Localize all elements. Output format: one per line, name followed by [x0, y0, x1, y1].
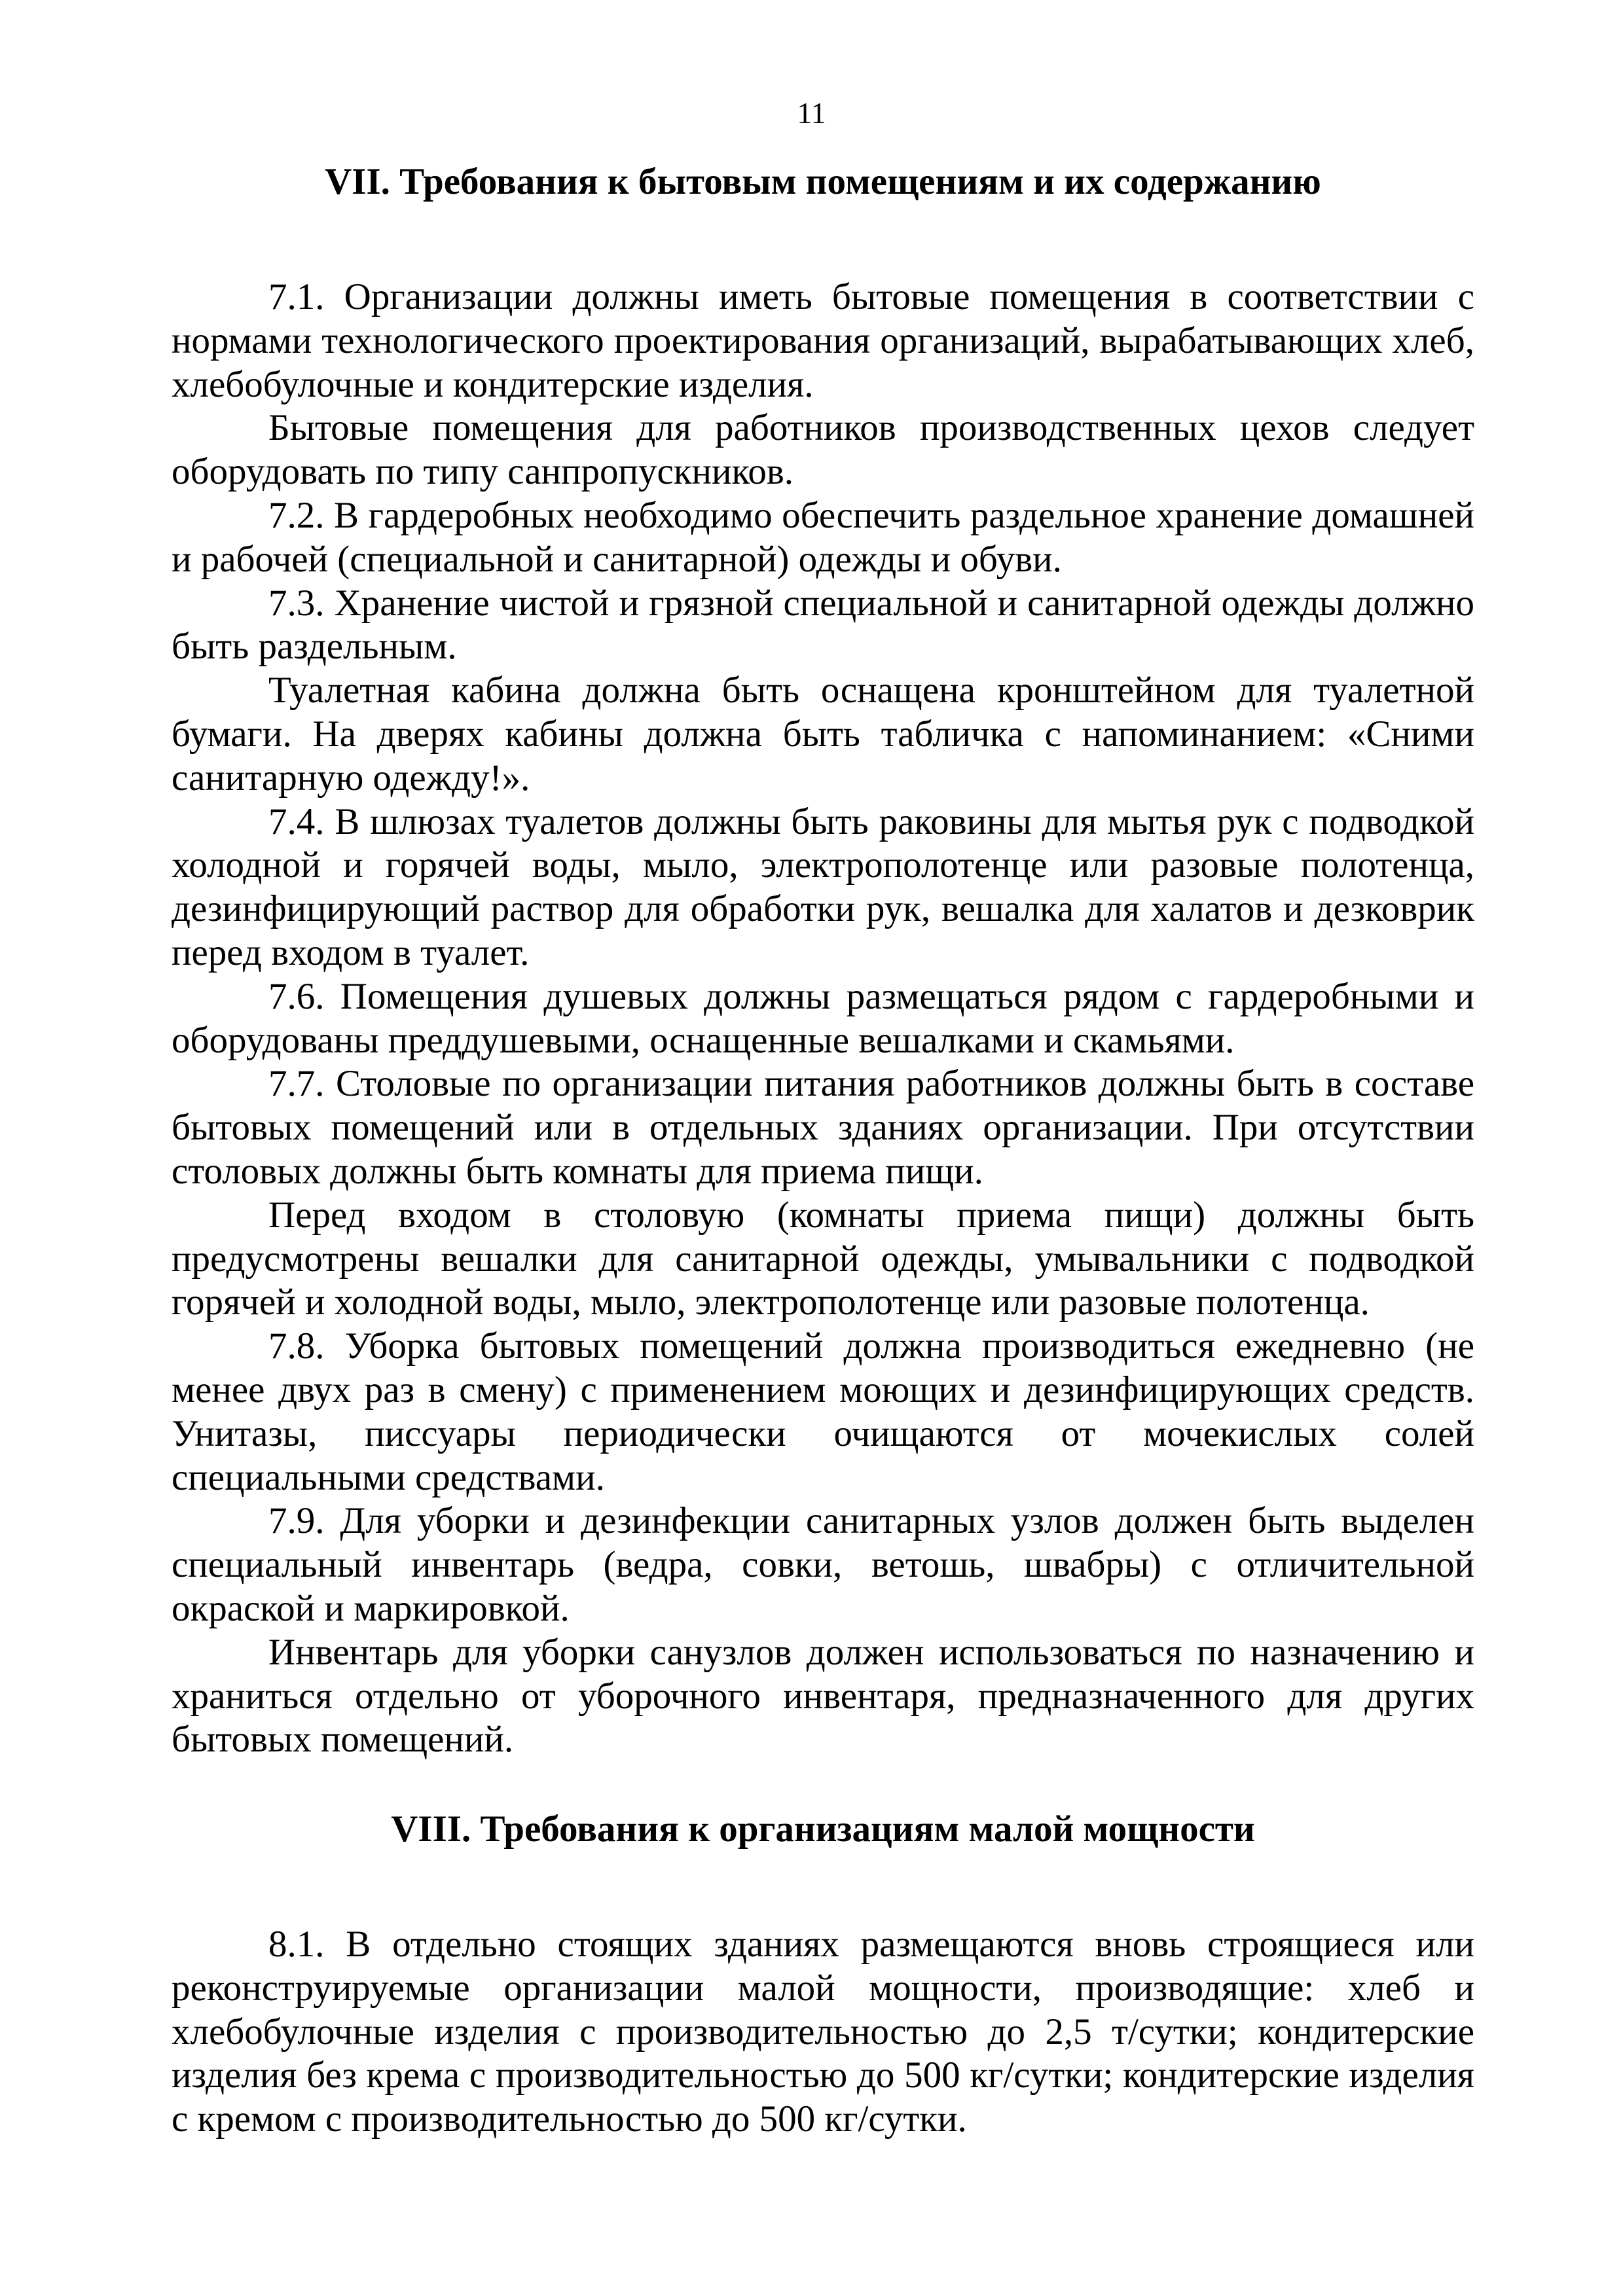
page-content: [172, 160, 1474, 2142]
paragraph-7-7: 7.7. Столовые по организации питания работников должны быть в составе бытовых помещений или в отдельных зданиях организации. При отсутствии столовых должны быть комнаты для приема пищи.: [172, 1063, 1474, 1192]
paragraph-7-3-toilet-cabin: Туалетная кабина должна быть оснащена кронштейном для туалетной бумаги. На дверях кабины должна быть табличка с напоминанием: «Сними санитарную одежду!».: [172, 670, 1474, 798]
paragraph-8-1: 8.1. В отдельно стоящих зданиях размещаются вновь строящиеся или реконструируемые организации малой мощности, производящие: хлеб и хлебобулочные изделия с производительностью до 2,5 т/сутки; кондитерские изделия без крема с производительностью до 500 кг/сутки; кондитерские изделия с кремом с производительностью до 500 кг/сутки.: [172, 1924, 1474, 2140]
paragraph-7-9: 7.9. Для уборки и дезинфекции санитарных узлов должен быть выделен специальный инвентарь (ведра, совки, ветошь, швабры) с отличительной окраской и маркировкой.: [172, 1500, 1474, 1629]
paragraph-7-4: 7.4. В шлюзах туалетов должны быть раковины для мытья рук с подводкой холодной и горячей воды, мыло, электрополотенце или разовые полотенца, дезинфицирующий раствор для обработки рук, вешалка для халатов и дезковрик перед входом в туалет.: [172, 800, 1474, 973]
paragraph-7-3: 7.3. Хранение чистой и грязной специальной и санитарной одежды должно быть раздельным.: [172, 582, 1474, 668]
paragraph-7-9-inventory: Инвентарь для уборки санузлов должен использоваться по назначению и храниться отдельно от уборочного инвентаря, предназначенного для других бытовых помещений.: [172, 1631, 1474, 1761]
paragraph-7-6: 7.6. Помещения душевых должны размещаться рядом с гардеробными и оборудованы преддушевыми, оснащенные вешалками и скамьями.: [172, 975, 1474, 1061]
paragraph-7-2: 7.2. В гардеробных необходимо обеспечить раздельное хранение домашней и рабочей (специальной и санитарной) одежды и обуви.: [172, 494, 1474, 580]
section-7-heading: VII. Требования к бытовым помещениям и их содержанию: [325, 161, 1321, 202]
paragraph-7-7-canteen-entrance: Перед входом в столовую (комнаты приема пищи) должны быть предусмотрены вешалки для санитарной одежды, умывальники с подводкой горячей и холодной воды, мыло, электрополотенце или разовые полотенца.: [172, 1194, 1474, 1323]
paragraph-7-1-sanpropusknik: Бытовые помещения для работников производственных цехов следует оборудовать по типу санпропускников.: [172, 407, 1474, 493]
paragraph-7-8: 7.8. Уборка бытовых помещений должна производиться ежедневно (не менее двух раз в смену) с применением моющих и дезинфицирующих средств. Унитазы, писсуары периодически очищаются от мочекислых солей специальными средствами.: [172, 1325, 1474, 1498]
section-8-heading: VIII. Требования к организациям малой мощности: [391, 1808, 1255, 1850]
paragraph-7-1: 7.1. Организации должны иметь бытовые помещения в соответствии с нормами технологического проектирования организаций, вырабатывающих хлеб, хлебобулочные и кондитерские изделия.: [172, 276, 1474, 405]
page-number: 11: [797, 96, 826, 130]
